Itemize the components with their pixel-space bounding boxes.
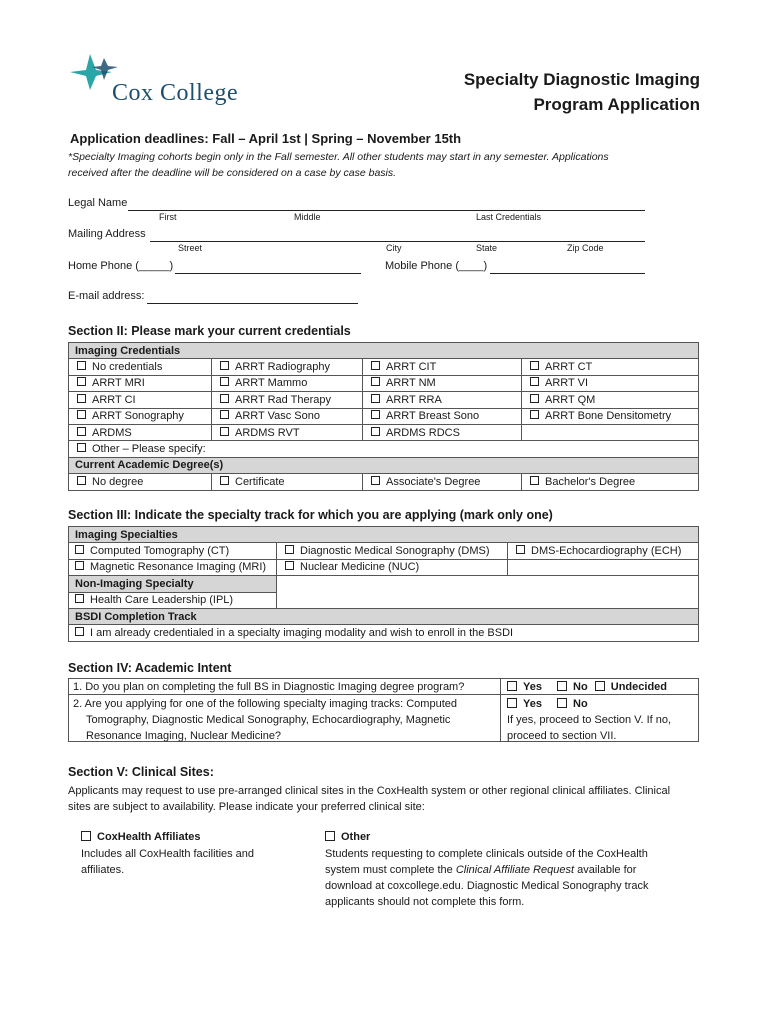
q1-options: [507, 679, 667, 695]
q2-options: [507, 696, 588, 712]
credential-arrt-cit[interactable]: ARRT CIT: [363, 359, 522, 375]
credential-other[interactable]: Other – Please specify:: [69, 441, 699, 457]
other-site-option[interactable]: Other: [325, 829, 370, 845]
credential-arrt-sonography[interactable]: ARRT Sonography: [69, 408, 212, 424]
if-yes-instruction: If yes, proceed to Section V. If no, proceed to section VII.: [507, 714, 672, 742]
degree-certificate[interactable]: Certificate: [212, 474, 363, 490]
application-deadlines: Application deadlines: Fall – April 1st | Spring – November 15th: [70, 131, 462, 146]
q1-yes[interactable]: Yes: [507, 681, 542, 693]
middle-label: Middle: [294, 212, 321, 222]
ipl-spacer: [277, 592, 699, 608]
specialty-ech[interactable]: DMS-Echocardiography (ECH): [508, 543, 699, 559]
bsdi-option[interactable]: I am already credentialed in a specialty imaging modality and wish to enroll in the BSDI: [69, 625, 699, 641]
specialty-table: [68, 526, 699, 642]
first-label: First: [159, 212, 177, 222]
credential-arrt-vasc-sono[interactable]: ARRT Vasc Sono: [212, 408, 363, 424]
section-5-title: Section V: Clinical Sites:: [68, 765, 214, 779]
specialty-nuc[interactable]: Nuclear Medicine (NUC): [277, 559, 508, 575]
section-3-title: Section III: Indicate the specialty track for which you are applying (mark only one): [68, 508, 553, 522]
credential-arrt-mammo[interactable]: ARRT Mammo: [212, 375, 363, 391]
specialty-mri[interactable]: Magnetic Resonance Imaging (MRI): [69, 559, 277, 575]
credential-empty: [522, 424, 699, 440]
specialty-empty: [508, 559, 699, 575]
zip-label: Zip Code: [567, 243, 604, 253]
street-label: Street: [178, 243, 203, 253]
degree-bachelors[interactable]: Bachelor's Degree: [522, 474, 699, 490]
imaging-specialties-header: Imaging Specialties: [69, 527, 699, 543]
imaging-credentials-header: Imaging Credentials: [69, 343, 699, 359]
credential-arrt-ct[interactable]: ARRT CT: [522, 359, 699, 375]
legal-name-field[interactable]: [128, 209, 645, 211]
legal-name-label: Legal Name: [68, 197, 128, 209]
credential-arrt-radiography[interactable]: ARRT Radiography: [212, 359, 363, 375]
specialty-ipl[interactable]: Health Care Leadership (IPL): [69, 592, 277, 608]
academic-degree-header: Current Academic Degree(s): [69, 457, 699, 473]
home-phone-label: Home Phone (_____): [68, 260, 174, 272]
credential-arrt-breast-sono[interactable]: ARRT Breast Sono: [363, 408, 522, 424]
intent-question-1: 1. Do you plan on completing the full BS in Diagnostic Imaging degree program?: [73, 681, 465, 693]
credential-ardms-rvt[interactable]: ARDMS RVT: [212, 424, 363, 440]
credential-arrt-ci[interactable]: ARRT CI: [69, 392, 212, 408]
credential-no-credentials[interactable]: No credentials: [69, 359, 212, 375]
credential-arrt-rra[interactable]: ARRT RRA: [363, 392, 522, 408]
credential-arrt-vi[interactable]: ARRT VI: [522, 375, 699, 391]
q2-no[interactable]: No: [557, 698, 588, 710]
email-field[interactable]: [147, 302, 358, 304]
section-2-title: Section II: Please mark your current credentials: [68, 324, 351, 338]
city-label: City: [386, 243, 402, 253]
q1-undecided[interactable]: Undecided: [595, 681, 667, 693]
deadline-note: *Specialty Imaging cohorts begin only in the Fall semester. All other students may start in any semester. Applications received after the deadline will be considered on a case by case basis.: [68, 151, 609, 179]
mobile-phone-label: Mobile Phone (____): [385, 260, 488, 272]
credential-arrt-nm[interactable]: ARRT NM: [363, 375, 522, 391]
degree-none[interactable]: No degree: [69, 474, 212, 490]
specialty-ct[interactable]: Computed Tomography (CT): [69, 543, 277, 559]
non-imaging-header: Non-Imaging Specialty: [69, 576, 277, 592]
coxhealth-description: Includes all CoxHealth facilities and affiliates.: [81, 848, 255, 876]
q1-no[interactable]: No: [557, 681, 588, 693]
last-credentials-label: Last Credentials: [476, 212, 542, 222]
coxhealth-affiliates-option[interactable]: CoxHealth Affiliates: [81, 829, 201, 845]
state-label: State: [476, 243, 498, 253]
degree-associates[interactable]: Associate's Degree: [363, 474, 522, 490]
credential-arrt-bone-densitometry[interactable]: ARRT Bone Densitometry: [522, 408, 699, 424]
credential-arrt-rad-therapy[interactable]: ARRT Rad Therapy: [212, 392, 363, 408]
home-phone-field[interactable]: [175, 272, 361, 274]
other-site-description: Students requesting to complete clinicals outside of the CoxHealth system must complete the Clinical Affiliate Request available for download at coxcollege.edu. Diagnostic Medical Sonography track applicants should not complete this form.: [325, 848, 649, 908]
mailing-address-label: Mailing Address: [68, 228, 146, 240]
specialty-dms[interactable]: Diagnostic Medical Sonography (DMS): [277, 543, 508, 559]
section-4-title: Section IV: Academic Intent: [68, 661, 232, 675]
credential-ardms-rdcs[interactable]: ARDMS RDCS: [363, 424, 522, 440]
credential-arrt-mri[interactable]: ARRT MRI: [69, 375, 212, 391]
logo-text: Cox College: [112, 80, 239, 106]
page-title: Specialty Diagnostic Imaging Program Application: [463, 70, 700, 114]
intent-question-2: 2. Are you applying for one of the following specialty imaging tracks: Computed Tomography, Diagnostic Medical Sonography, Echocardiography, Magnetic Resonance Imaging, Nuclear Medicine?: [73, 698, 457, 742]
intent-divider: [500, 678, 501, 742]
credential-ardms[interactable]: ARDMS: [69, 424, 212, 440]
bsdi-header: BSDI Completion Track: [69, 608, 699, 624]
mobile-phone-field[interactable]: [490, 272, 645, 274]
email-label: E-mail address:: [68, 290, 145, 302]
credential-arrt-qm[interactable]: ARRT QM: [522, 392, 699, 408]
non-imaging-spacer: [277, 576, 699, 592]
q2-yes[interactable]: Yes: [507, 698, 542, 710]
mailing-address-field[interactable]: [150, 240, 645, 242]
credentials-table: [68, 342, 699, 491]
clinical-sites-intro: Applicants may request to use pre-arranged clinical sites in the CoxHealth system or other regional clinical affiliates. Clinical sites are subject to availability. Please indicate your preferred clinical site:: [68, 785, 671, 813]
